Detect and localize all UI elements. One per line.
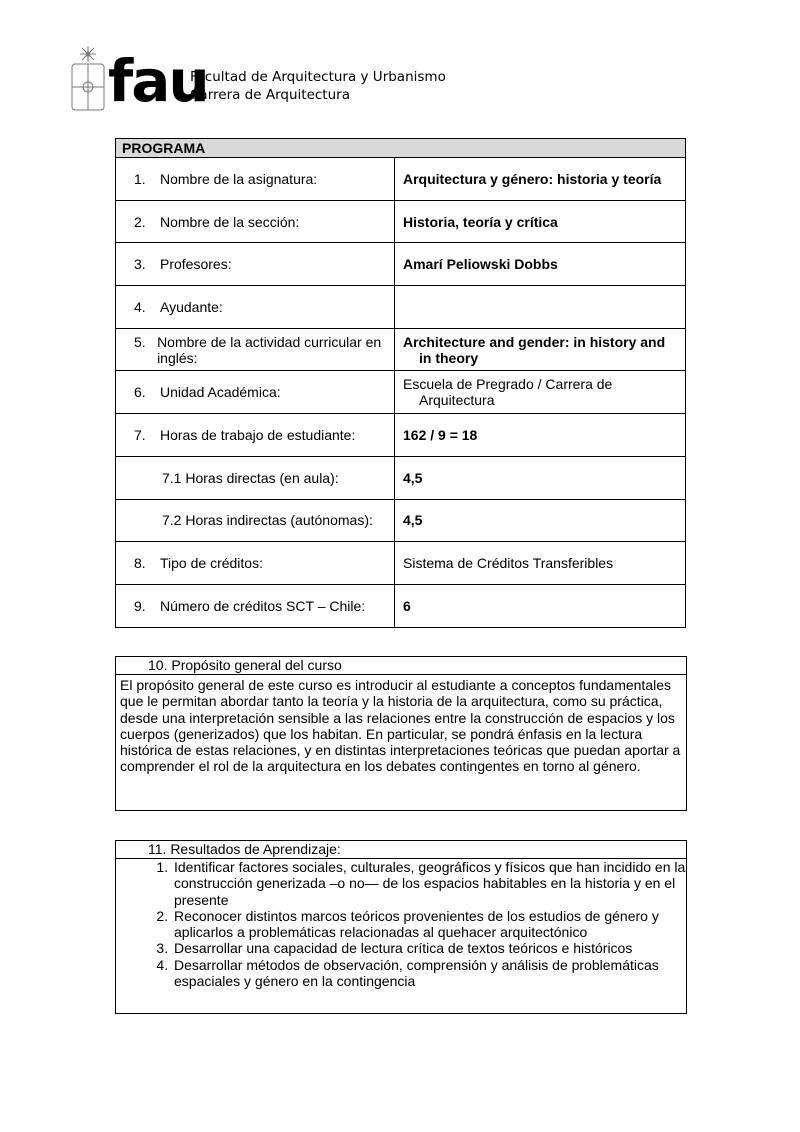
resultado-item: 3. Desarrollar una capacidad de lectura crítica de textos teóricos e históricos <box>172 940 686 956</box>
row-value-cell <box>395 243 686 286</box>
row-label-cell <box>116 200 395 243</box>
programa-row <box>116 542 686 585</box>
programa-row <box>116 243 686 286</box>
row-label: Número de créditos SCT – Chile: <box>160 597 366 614</box>
row-label: Nombre de la asignatura: <box>160 170 318 187</box>
resultados-section <box>115 840 687 1014</box>
row-label-cell <box>116 499 395 542</box>
row-value: Escuela de Pregrado / Carrera de Arquitectura <box>403 376 613 409</box>
programa-row <box>116 200 686 243</box>
resultados-list <box>116 859 686 989</box>
row-value-cell <box>395 456 686 499</box>
row-label: Profesores: <box>160 256 232 273</box>
programa-row <box>116 456 686 499</box>
row-number: 2. <box>134 213 146 230</box>
row-number: 5. <box>134 333 146 350</box>
faculty-header <box>190 68 446 104</box>
fau-logo: fau <box>108 47 208 115</box>
row-label-cell <box>116 328 395 371</box>
row-value-cell <box>395 584 686 627</box>
row-label: 7.2 Horas indirectas (autónomas): <box>162 512 373 529</box>
row-value: Historia, teoría y crítica <box>403 213 558 230</box>
programa-table <box>115 138 686 628</box>
row-value: Amarí Peliowski Dobbs <box>403 256 558 273</box>
row-value-cell <box>395 499 686 542</box>
row-value: 4,5 <box>403 512 423 529</box>
row-label: Horas de trabajo de estudiante: <box>160 426 356 443</box>
row-value: Architecture and gender: in history and in theory <box>403 333 666 366</box>
row-value-cell <box>395 371 686 414</box>
faculty-name: Facultad de Arquitectura y Urbanismo <box>190 69 446 85</box>
proposito-section <box>115 656 687 811</box>
row-label-cell <box>116 542 395 585</box>
row-number: 9. <box>134 597 146 614</box>
row-label: Unidad Académica: <box>160 384 281 401</box>
programa-row <box>116 584 686 627</box>
row-value: 4,5 <box>403 469 423 486</box>
university-crest-icon <box>68 44 108 114</box>
row-label-cell <box>116 584 395 627</box>
programa-row <box>116 414 686 457</box>
row-label-cell <box>116 456 395 499</box>
programa-row <box>116 286 686 329</box>
programa-row <box>116 371 686 414</box>
row-value-cell <box>395 200 686 243</box>
row-value: 162 / 9 = 18 <box>403 426 478 443</box>
row-number: 6. <box>134 384 146 401</box>
row-label-cell <box>116 243 395 286</box>
row-value: 6 <box>403 597 411 614</box>
programa-row <box>116 499 686 542</box>
row-value-cell <box>395 328 686 371</box>
row-value-cell <box>395 542 686 585</box>
resultado-item: 2. Reconocer distintos marcos teóricos provenientes de los estudios de género y aplicarlos a problemáticas relacionadas al quehacer arquitectónico <box>172 908 686 941</box>
row-label-cell <box>116 371 395 414</box>
career-name: Carrera de Arquitectura <box>190 87 350 103</box>
row-number: 8. <box>134 555 146 572</box>
row-number: 3. <box>134 256 146 273</box>
resultados-title: 11. Resultados de Aprendizaje: <box>116 841 686 859</box>
row-value: Arquitectura y género: historia y teoría <box>403 170 662 187</box>
row-number: 4. <box>134 298 146 315</box>
proposito-title: 10. Propósito general del curso <box>116 657 686 675</box>
programa-row <box>116 328 686 371</box>
row-value: Sistema de Créditos Transferibles <box>403 555 614 572</box>
row-label-cell <box>116 158 395 201</box>
row-label: Tipo de créditos: <box>160 555 263 572</box>
row-value-cell <box>395 158 686 201</box>
row-value-cell <box>395 414 686 457</box>
programa-title: PROGRAMA <box>116 139 686 158</box>
row-number: 1. <box>134 170 146 187</box>
row-label: 7.1 Horas directas (en aula): <box>162 469 339 486</box>
row-label-cell <box>116 286 395 329</box>
proposito-text: El propósito general de este curso es introducir al estudiante a conceptos fundamentales que le permitan abordar tanto la teoría y la historia de la arquitectura, como su práctica, desde una interpretación sensible a las relaciones entre la construcción de espacios y los cuerpos (generizados) que los habitan. En particular, se pondrá énfasis en la lectura histórica de estas relaciones, y en distintas interpretaciones teóricas que puedan aportar a comprender el rol de la arquitectura en los debates contingentes en torno al género. <box>120 677 681 775</box>
row-label: Ayudante: <box>160 298 223 315</box>
resultado-item: 4. Desarrollar métodos de observación, comprensión y análisis de problemáticas espaciales y género en la contingencia <box>172 957 686 990</box>
programa-row <box>116 158 686 201</box>
row-label: Nombre de la actividad curricular en inglés: <box>157 333 382 366</box>
row-number: 7. <box>134 426 146 443</box>
row-label-cell <box>116 414 395 457</box>
row-label: Nombre de la sección: <box>160 213 300 230</box>
row-value-cell <box>395 286 686 329</box>
resultado-item: 1. Identificar factores sociales, culturales, geográficos y físicos que han incidido en la construcción generizada –o no— de los espacios habitables en la historia y en el presente <box>172 859 686 908</box>
